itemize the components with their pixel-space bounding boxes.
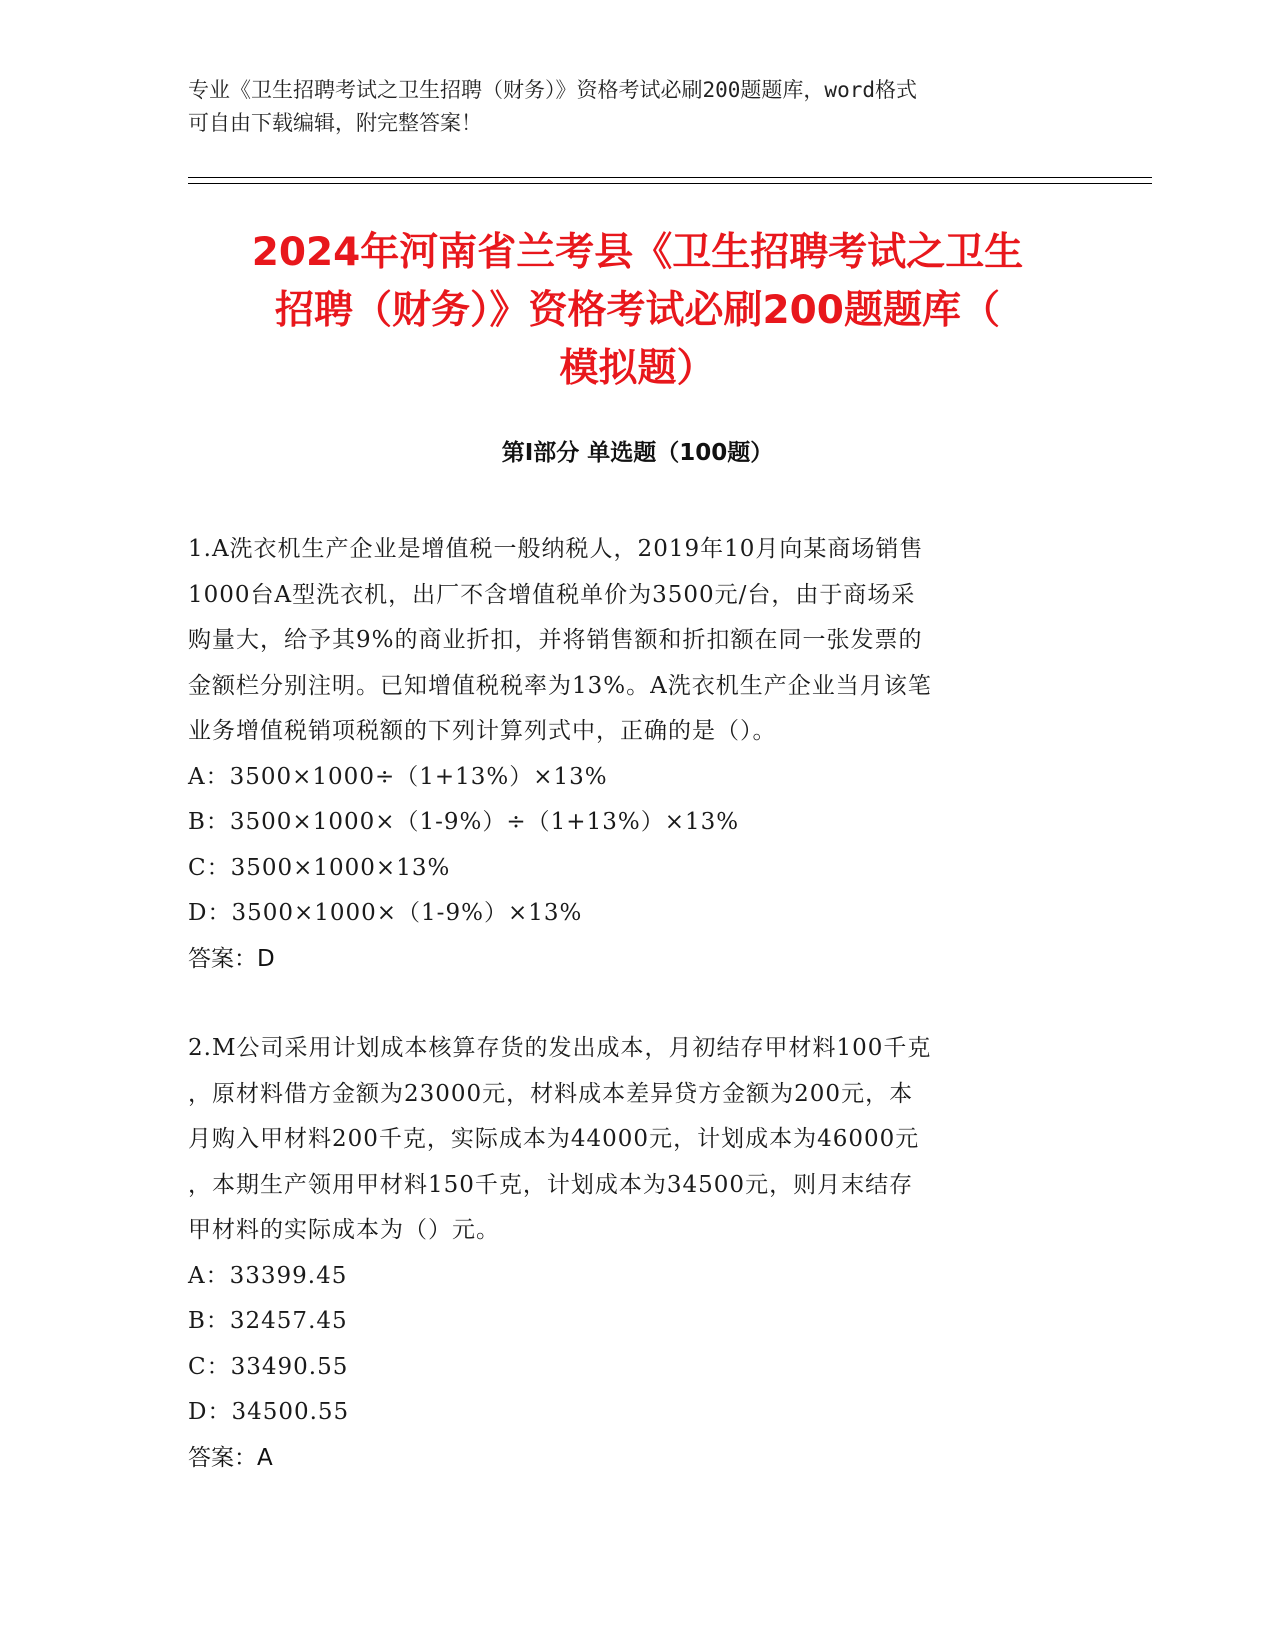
stem-line: 业务增值税销项税额的下列计算列式中，正确的是（）。 [188,718,777,744]
section-heading: 第Ⅰ部分 单选题（100题） [501,440,774,466]
option-b: B：3500×1000×（1-9%）÷（1+13%）×13% [188,809,740,835]
document-title [175,224,1100,398]
stem-line: 2.M公司采用计划成本核算存货的发出成本，月初结存甲材料100千克 [188,1035,932,1061]
question-1 [188,527,1088,982]
document-title-line-1: 2024年河南省兰考县《卫生招聘考试之卫生 [251,230,1024,275]
question-2 [188,1026,1088,1481]
document-header-note [188,74,1088,140]
option-c: C：33490.55 [188,1353,349,1380]
answer-text: 答案：D [188,945,275,972]
option-d: D：34500.55 [188,1399,350,1425]
stem-line: ，本期生产领用甲材料150千克，计划成本为34500元，则月末结存 [188,1171,914,1198]
document-title-line-3: 模拟题） [559,346,716,391]
question-stem [188,527,1088,755]
option-b: B：32457.45 [188,1308,348,1334]
stem-line: 金额栏分别注明。已知增值税税率为13%。A洗衣机生产企业当月该笔 [188,672,932,699]
stem-line: 1000台A型洗衣机，出厂不含增值税单价为3500元/台，由于商场采 [188,581,916,608]
stem-line: ，原材料借方金额为23000元，材料成本差异贷方金额为200元，本 [188,1080,914,1107]
stem-line: 1.A洗衣机生产企业是增值税一般纳税人，2019年10月向某商场销售 [188,536,924,562]
header-note-line-1: 专业《卫生招聘考试之卫生招聘（财务）》资格考试必刷200题题库，word格式 [188,78,917,102]
header-note-line-2: 可自由下载编辑，附完整答案！ [188,111,482,135]
option-a: A：3500×1000÷（1+13%）×13% [188,763,608,790]
stem-line: 购量大，给予其9%的商业折扣，并将销售额和折扣额在同一张发票的 [188,627,923,653]
stem-line: 甲材料的实际成本为（）元。 [188,1217,500,1243]
stem-line: 月购入甲材料200千克，实际成本为44000元，计划成本为46000元 [188,1126,920,1152]
document-title-line-2: 招聘（财务）》资格考试必刷200题题库（ [275,288,1000,333]
answer-text: 答案：A [188,1444,273,1471]
option-c: C：3500×1000×13% [188,854,451,881]
header-divider-top [188,177,1152,178]
question-stem [188,1026,1088,1254]
option-a: A：33399.45 [188,1262,348,1289]
header-divider-bottom [188,183,1152,184]
option-d: D：3500×1000×（1-9%）×13% [188,900,583,926]
